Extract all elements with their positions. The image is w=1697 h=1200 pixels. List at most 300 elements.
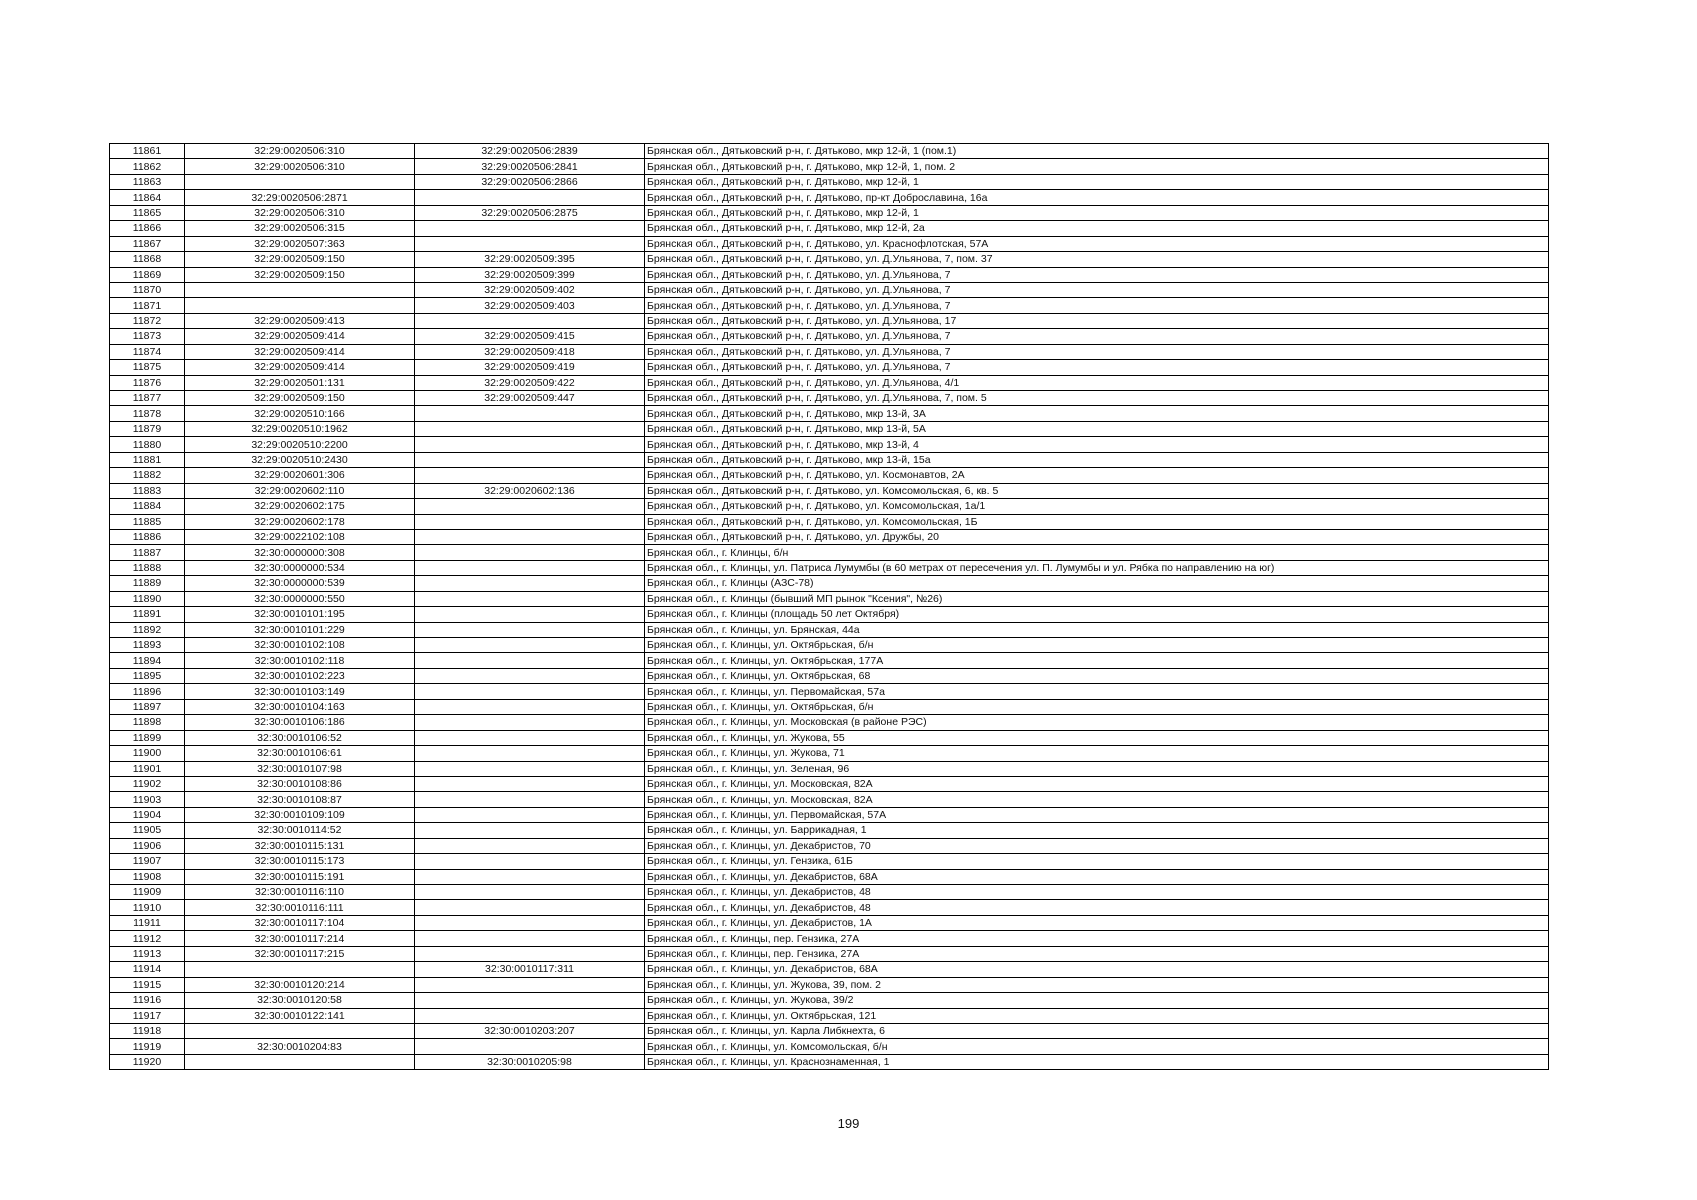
object-cadastral-number-cell [415,668,645,683]
object-cadastral-number-cell [415,715,645,730]
object-cadastral-number-cell [415,1039,645,1054]
row-number-cell: 11887 [110,545,185,560]
cadastral-number-cell: 32:30:0010106:61 [185,746,415,761]
table-row [110,591,1549,606]
cadastral-number-cell: 32:29:0020602:110 [185,483,415,498]
address-cell: Брянская обл., г. Клинцы, ул. Баррикадная, 1 [645,823,1549,838]
cadastral-number-cell: 32:30:0010204:83 [185,1039,415,1054]
address-cell: Брянская обл., Дятьковский р-н, г. Дятьково, пр-кт Доброславина, 16а [645,190,1549,205]
object-cadastral-number-cell [415,421,645,436]
object-cadastral-number-cell: 32:30:0010205:98 [415,1054,645,1069]
object-cadastral-number-cell [415,236,645,251]
address-cell: Брянская обл., Дятьковский р-н, г. Дятьково, ул. Комсомольская, 6, кв. 5 [645,483,1549,498]
address-cell: Брянская обл., г. Клинцы, ул. Октябрьская, б/н [645,638,1549,653]
row-number-cell: 11919 [110,1039,185,1054]
table-row [110,483,1549,498]
table-row [110,344,1549,359]
object-cadastral-number-cell: 32:29:0020509:447 [415,391,645,406]
object-cadastral-number-cell [415,468,645,483]
object-cadastral-number-cell [415,838,645,853]
row-number-cell: 11914 [110,962,185,977]
object-cadastral-number-cell [415,946,645,961]
row-number-cell: 11878 [110,406,185,421]
table-row [110,885,1549,900]
address-cell: Брянская обл., г. Клинцы, ул. Жукова, 55 [645,730,1549,745]
object-cadastral-number-cell [415,514,645,529]
cadastral-number-cell: 32:30:0010108:86 [185,776,415,791]
table-row [110,529,1549,544]
table-row [110,807,1549,822]
object-cadastral-number-cell [415,591,645,606]
cadastral-number-cell: 32:30:0010101:229 [185,622,415,637]
object-cadastral-number-cell [415,622,645,637]
cadastral-number-cell: 32:29:0020506:2871 [185,190,415,205]
address-cell: Брянская обл., г. Клинцы, ул. Октябрьская, 68 [645,668,1549,683]
object-cadastral-number-cell: 32:30:0010203:207 [415,1023,645,1038]
cadastral-number-cell [185,174,415,189]
table-row [110,313,1549,328]
object-cadastral-number-cell [415,792,645,807]
row-number-cell: 11899 [110,730,185,745]
object-cadastral-number-cell [415,499,645,514]
address-cell: Брянская обл., г. Клинцы, ул. Первомайская, 57А [645,807,1549,822]
address-cell: Брянская обл., г. Клинцы, ул. Гензика, 61Б [645,854,1549,869]
table-row [110,159,1549,174]
cadastral-number-cell: 32:30:0010104:163 [185,699,415,714]
row-number-cell: 11883 [110,483,185,498]
row-number-cell: 11892 [110,622,185,637]
table-row [110,730,1549,745]
table-row [110,190,1549,205]
row-number-cell: 11918 [110,1023,185,1038]
object-cadastral-number-cell [415,190,645,205]
table-row [110,236,1549,251]
cadastral-number-cell: 32:30:0000000:308 [185,545,415,560]
cadastral-number-cell: 32:30:0010109:109 [185,807,415,822]
row-number-cell: 11863 [110,174,185,189]
object-cadastral-number-cell: 32:29:0020509:419 [415,360,645,375]
object-cadastral-number-cell: 32:29:0020509:403 [415,298,645,313]
cadastral-number-cell: 32:30:0010102:223 [185,668,415,683]
address-cell: Брянская обл., г. Клинцы (площадь 50 лет Октября) [645,607,1549,622]
address-cell: Брянская обл., Дятьковский р-н, г. Дятьково, ул. Космонавтов, 2А [645,468,1549,483]
table-row [110,746,1549,761]
object-cadastral-number-cell [415,993,645,1008]
address-cell: Брянская обл., г. Клинцы, ул. Октябрьская, 177А [645,653,1549,668]
cadastral-number-cell: 32:30:0010108:87 [185,792,415,807]
address-cell: Брянская обл., Дятьковский р-н, г. Дятьково, мкр 12-й, 1 (пом.1) [645,144,1549,159]
object-cadastral-number-cell [415,221,645,236]
row-number-cell: 11869 [110,267,185,282]
cadastral-number-cell: 32:29:0022102:108 [185,529,415,544]
cadastral-number-cell: 32:29:0020509:413 [185,313,415,328]
object-cadastral-number-cell [415,684,645,699]
address-cell: Брянская обл., Дятьковский р-н, г. Дятьково, мкр 12-й, 1 [645,174,1549,189]
table-row [110,854,1549,869]
object-cadastral-number-cell [415,885,645,900]
cadastral-number-cell: 32:30:0000000:534 [185,560,415,575]
address-cell: Брянская обл., Дятьковский р-н, г. Дятьково, ул. Д.Ульянова, 17 [645,313,1549,328]
object-cadastral-number-cell: 32:29:0020509:415 [415,329,645,344]
page-number: 199 [837,1116,860,1131]
row-number-cell: 11905 [110,823,185,838]
object-cadastral-number-cell [415,560,645,575]
cadastral-number-cell: 32:29:0020510:166 [185,406,415,421]
row-number-cell: 11916 [110,993,185,1008]
object-cadastral-number-cell [415,437,645,452]
table-row [110,792,1549,807]
row-number-cell: 11871 [110,298,185,313]
row-number-cell: 11920 [110,1054,185,1069]
row-number-cell: 11889 [110,576,185,591]
address-cell: Брянская обл., г. Клинцы, ул. Жукова, 39, пом. 2 [645,977,1549,992]
table-row [110,576,1549,591]
row-number-cell: 11902 [110,776,185,791]
table-row [110,360,1549,375]
cadastral-number-cell: 32:29:0020509:414 [185,329,415,344]
table-row [110,776,1549,791]
cadastral-number-cell: 32:29:0020601:306 [185,468,415,483]
cadastral-number-cell [185,282,415,297]
address-cell: Брянская обл., г. Клинцы, ул. Декабристов, 68А [645,869,1549,884]
table-row [110,699,1549,714]
address-cell: Брянская обл., г. Клинцы, ул. Жукова, 71 [645,746,1549,761]
object-cadastral-number-cell: 32:29:0020602:136 [415,483,645,498]
address-cell: Брянская обл., г. Клинцы, ул. Карла Либкнехта, 6 [645,1023,1549,1038]
address-cell: Брянская обл., Дятьковский р-н, г. Дятьково, мкр 13-й, 5А [645,421,1549,436]
object-cadastral-number-cell: 32:29:0020506:2839 [415,144,645,159]
address-cell: Брянская обл., Дятьковский р-н, г. Дятьково, ул. Комсомольская, 1а/1 [645,499,1549,514]
table-row [110,838,1549,853]
cadastral-number-cell: 32:30:0010116:110 [185,885,415,900]
object-cadastral-number-cell [415,776,645,791]
table-row [110,298,1549,313]
cadastral-number-cell: 32:29:0020509:414 [185,344,415,359]
row-number-cell: 11881 [110,452,185,467]
cadastral-number-cell: 32:29:0020510:2430 [185,452,415,467]
table-row [110,406,1549,421]
object-cadastral-number-cell: 32:29:0020509:395 [415,252,645,267]
row-number-cell: 11900 [110,746,185,761]
row-number-cell: 11915 [110,977,185,992]
table-row [110,1054,1549,1069]
row-number-cell: 11907 [110,854,185,869]
object-cadastral-number-cell [415,761,645,776]
table-row [110,1039,1549,1054]
row-number-cell: 11875 [110,360,185,375]
cadastral-number-cell: 32:29:0020506:310 [185,205,415,220]
cadastral-number-cell: 32:30:0010115:131 [185,838,415,853]
address-cell: Брянская обл., Дятьковский р-н, г. Дятьково, ул. Д.Ульянова, 7 [645,329,1549,344]
cadastral-number-cell: 32:30:0010106:186 [185,715,415,730]
table-row [110,684,1549,699]
object-cadastral-number-cell [415,576,645,591]
address-cell: Брянская обл., Дятьковский р-н, г. Дятьково, ул. Дружбы, 20 [645,529,1549,544]
object-cadastral-number-cell [415,529,645,544]
cadastral-number-cell: 32:30:0010120:58 [185,993,415,1008]
address-cell: Брянская обл., г. Клинцы, ул. Октябрьская, 121 [645,1008,1549,1023]
table-row [110,869,1549,884]
row-number-cell: 11862 [110,159,185,174]
table-row [110,638,1549,653]
cadastral-number-cell: 32:30:0000000:550 [185,591,415,606]
table-row [110,993,1549,1008]
address-cell: Брянская обл., г. Клинцы (бывший МП рынок "Ксения", №26) [645,591,1549,606]
row-number-cell: 11895 [110,668,185,683]
row-number-cell: 11880 [110,437,185,452]
cadastral-number-cell: 32:30:0010120:214 [185,977,415,992]
table-row [110,499,1549,514]
cadastral-number-cell: 32:30:0010106:52 [185,730,415,745]
cadastral-number-cell: 32:29:0020506:310 [185,144,415,159]
object-cadastral-number-cell [415,730,645,745]
row-number-cell: 11884 [110,499,185,514]
table-row [110,962,1549,977]
table-row [110,607,1549,622]
row-number-cell: 11872 [110,313,185,328]
table-row [110,468,1549,483]
row-number-cell: 11864 [110,190,185,205]
address-cell: Брянская обл., Дятьковский р-н, г. Дятьково, мкр 12-й, 2а [645,221,1549,236]
object-cadastral-number-cell [415,313,645,328]
table-row [110,622,1549,637]
address-cell: Брянская обл., г. Клинцы, ул. Брянская, 44а [645,622,1549,637]
table-row [110,391,1549,406]
row-number-cell: 11866 [110,221,185,236]
address-cell: Брянская обл., г. Клинцы, ул. Декабристов, 48 [645,885,1549,900]
object-cadastral-number-cell: 32:29:0020509:422 [415,375,645,390]
cadastral-number-cell [185,1054,415,1069]
object-cadastral-number-cell [415,607,645,622]
cadastral-number-cell: 32:30:0010117:214 [185,931,415,946]
cadastral-number-cell: 32:29:0020602:175 [185,499,415,514]
table-row [110,375,1549,390]
row-number-cell: 11891 [110,607,185,622]
cadastral-number-cell: 32:30:0010102:108 [185,638,415,653]
cadastral-number-cell: 32:29:0020510:1962 [185,421,415,436]
object-cadastral-number-cell: 32:29:0020509:399 [415,267,645,282]
address-cell: Брянская обл., Дятьковский р-н, г. Дятьково, мкр 13-й, 15а [645,452,1549,467]
cadastral-number-cell: 32:30:0010117:215 [185,946,415,961]
address-cell: Брянская обл., г. Клинцы, ул. Краснознаменная, 1 [645,1054,1549,1069]
row-number-cell: 11909 [110,885,185,900]
row-number-cell: 11870 [110,282,185,297]
table-row [110,653,1549,668]
address-cell: Брянская обл., Дятьковский р-н, г. Дятьково, мкр 13-й, 4 [645,437,1549,452]
table-row [110,282,1549,297]
table-row [110,452,1549,467]
row-number-cell: 11874 [110,344,185,359]
object-cadastral-number-cell [415,452,645,467]
cadastral-number-cell: 32:29:0020507:363 [185,236,415,251]
table-row [110,329,1549,344]
address-cell: Брянская обл., г. Клинцы, ул. Декабристов, 70 [645,838,1549,853]
cadastral-number-cell: 32:29:0020602:178 [185,514,415,529]
table-row [110,761,1549,776]
address-cell: Брянская обл., г. Клинцы, ул. Декабристов, 1А [645,915,1549,930]
table-row [110,421,1549,436]
address-cell: Брянская обл., Дятьковский р-н, г. Дятьково, ул. Д.Ульянова, 4/1 [645,375,1549,390]
cadastral-number-cell: 32:29:0020510:2200 [185,437,415,452]
address-cell: Брянская обл., г. Клинцы, ул. Московская (в районе РЭС) [645,715,1549,730]
row-number-cell: 11885 [110,514,185,529]
cadastral-number-cell: 32:30:0010117:104 [185,915,415,930]
cadastral-number-cell: 32:30:0010115:173 [185,854,415,869]
address-cell: Брянская обл., Дятьковский р-н, г. Дятьково, мкр 13-й, 3А [645,406,1549,421]
table-row [110,931,1549,946]
address-cell: Брянская обл., г. Клинцы, пер. Гензика, 27А [645,931,1549,946]
table-row [110,437,1549,452]
property-register-table [109,143,1549,1070]
address-cell: Брянская обл., г. Клинцы, ул. Первомайская, 57а [645,684,1549,699]
row-number-cell: 11903 [110,792,185,807]
table-row [110,900,1549,915]
row-number-cell: 11888 [110,560,185,575]
row-number-cell: 11861 [110,144,185,159]
table-row [110,221,1549,236]
cadastral-number-cell: 32:30:0010114:52 [185,823,415,838]
row-number-cell: 11876 [110,375,185,390]
row-number-cell: 11890 [110,591,185,606]
object-cadastral-number-cell [415,931,645,946]
address-cell: Брянская обл., г. Клинцы, ул. Комсомольская, б/н [645,1039,1549,1054]
cadastral-number-cell: 32:30:0010116:111 [185,900,415,915]
cadastral-number-cell: 32:30:0000000:539 [185,576,415,591]
object-cadastral-number-cell: 32:29:0020506:2875 [415,205,645,220]
row-number-cell: 11904 [110,807,185,822]
address-cell: Брянская обл., Дятьковский р-н, г. Дятьково, ул. Д.Ульянова, 7 [645,298,1549,313]
table-row [110,545,1549,560]
row-number-cell: 11886 [110,529,185,544]
row-number-cell: 11868 [110,252,185,267]
table-row [110,252,1549,267]
row-number-cell: 11865 [110,205,185,220]
object-cadastral-number-cell: 32:29:0020506:2841 [415,159,645,174]
row-number-cell: 11906 [110,838,185,853]
table-row [110,144,1549,159]
object-cadastral-number-cell [415,900,645,915]
object-cadastral-number-cell [415,406,645,421]
object-cadastral-number-cell: 32:29:0020509:402 [415,282,645,297]
table-row [110,715,1549,730]
table-row [110,946,1549,961]
row-number-cell: 11910 [110,900,185,915]
address-cell: Брянская обл., г. Клинцы, пер. Гензика, 27А [645,946,1549,961]
table-row [110,1008,1549,1023]
address-cell: Брянская обл., Дятьковский р-н, г. Дятьково, ул. Д.Ульянова, 7, пом. 5 [645,391,1549,406]
row-number-cell: 11873 [110,329,185,344]
row-number-cell: 11911 [110,915,185,930]
address-cell: Брянская обл., Дятьковский р-н, г. Дятьково, ул. Д.Ульянова, 7 [645,282,1549,297]
address-cell: Брянская обл., г. Клинцы, ул. Жукова, 39/2 [645,993,1549,1008]
row-number-cell: 11894 [110,653,185,668]
cadastral-number-cell: 32:30:0010102:118 [185,653,415,668]
table-row [110,267,1549,282]
cadastral-number-cell: 32:30:0010103:149 [185,684,415,699]
object-cadastral-number-cell [415,807,645,822]
register-table-body [110,144,1549,1070]
row-number-cell: 11867 [110,236,185,251]
row-number-cell: 11913 [110,946,185,961]
object-cadastral-number-cell [415,1008,645,1023]
row-number-cell: 11912 [110,931,185,946]
address-cell: Брянская обл., г. Клинцы, б/н [645,545,1549,560]
object-cadastral-number-cell [415,915,645,930]
object-cadastral-number-cell [415,699,645,714]
cadastral-number-cell: 32:29:0020506:315 [185,221,415,236]
row-number-cell: 11893 [110,638,185,653]
table-row [110,977,1549,992]
row-number-cell: 11901 [110,761,185,776]
row-number-cell: 11917 [110,1008,185,1023]
cadastral-number-cell [185,298,415,313]
address-cell: Брянская обл., Дятьковский р-н, г. Дятьково, ул. Комсомольская, 1Б [645,514,1549,529]
address-cell: Брянская обл., Дятьковский р-н, г. Дятьково, ул. Д.Ульянова, 7, пом. 37 [645,252,1549,267]
cadastral-number-cell: 32:30:0010107:98 [185,761,415,776]
row-number-cell: 11879 [110,421,185,436]
address-cell: Брянская обл., г. Клинцы, ул. Октябрьская, б/н [645,699,1549,714]
address-cell: Брянская обл., г. Клинцы, ул. Московская, 82А [645,792,1549,807]
object-cadastral-number-cell [415,638,645,653]
object-cadastral-number-cell [415,823,645,838]
address-cell: Брянская обл., г. Клинцы, ул. Зеленая, 96 [645,761,1549,776]
cadastral-number-cell: 32:29:0020509:150 [185,252,415,267]
cadastral-number-cell: 32:29:0020506:310 [185,159,415,174]
address-cell: Брянская обл., г. Клинцы, ул. Декабристов, 48 [645,900,1549,915]
cadastral-number-cell: 32:29:0020509:150 [185,267,415,282]
table-row [110,1023,1549,1038]
table-row [110,915,1549,930]
cadastral-number-cell: 32:29:0020509:150 [185,391,415,406]
cadastral-number-cell: 32:29:0020501:131 [185,375,415,390]
object-cadastral-number-cell [415,977,645,992]
table-row [110,174,1549,189]
address-cell: Брянская обл., Дятьковский р-н, г. Дятьково, ул. Д.Ульянова, 7 [645,267,1549,282]
object-cadastral-number-cell [415,746,645,761]
cadastral-number-cell [185,962,415,977]
row-number-cell: 11898 [110,715,185,730]
address-cell: Брянская обл., Дятьковский р-н, г. Дятьково, ул. Краснофлотская, 57А [645,236,1549,251]
cadastral-number-cell [185,1023,415,1038]
object-cadastral-number-cell: 32:30:0010117:311 [415,962,645,977]
row-number-cell: 11908 [110,869,185,884]
address-cell: Брянская обл., Дятьковский р-н, г. Дятьково, мкр 12-й, 1 [645,205,1549,220]
cadastral-number-cell: 32:30:0010115:191 [185,869,415,884]
row-number-cell: 11882 [110,468,185,483]
address-cell: Брянская обл., г. Клинцы, ул. Декабристов, 68А [645,962,1549,977]
object-cadastral-number-cell [415,545,645,560]
table-row [110,560,1549,575]
table-row [110,205,1549,220]
cadastral-number-cell: 32:30:0010101:195 [185,607,415,622]
cadastral-number-cell: 32:29:0020509:414 [185,360,415,375]
address-cell: Брянская обл., г. Клинцы, ул. Московская, 82А [645,776,1549,791]
row-number-cell: 11896 [110,684,185,699]
address-cell: Брянская обл., Дятьковский р-н, г. Дятьково, ул. Д.Ульянова, 7 [645,360,1549,375]
table-row [110,823,1549,838]
object-cadastral-number-cell [415,869,645,884]
table-row [110,668,1549,683]
address-cell: Брянская обл., г. Клинцы, ул. Патриса Лумумбы (в 60 метрах от пересечения ул. П. Лумумбы и ул. Рябка по направлению на юг) [645,560,1549,575]
address-cell: Брянская обл., Дятьковский р-н, г. Дятьково, ул. Д.Ульянова, 7 [645,344,1549,359]
address-cell: Брянская обл., г. Клинцы (АЗС-78) [645,576,1549,591]
object-cadastral-number-cell [415,653,645,668]
table-row [110,514,1549,529]
cadastral-number-cell: 32:30:0010122:141 [185,1008,415,1023]
row-number-cell: 11877 [110,391,185,406]
object-cadastral-number-cell [415,854,645,869]
address-cell: Брянская обл., Дятьковский р-н, г. Дятьково, мкр 12-й, 1, пом. 2 [645,159,1549,174]
